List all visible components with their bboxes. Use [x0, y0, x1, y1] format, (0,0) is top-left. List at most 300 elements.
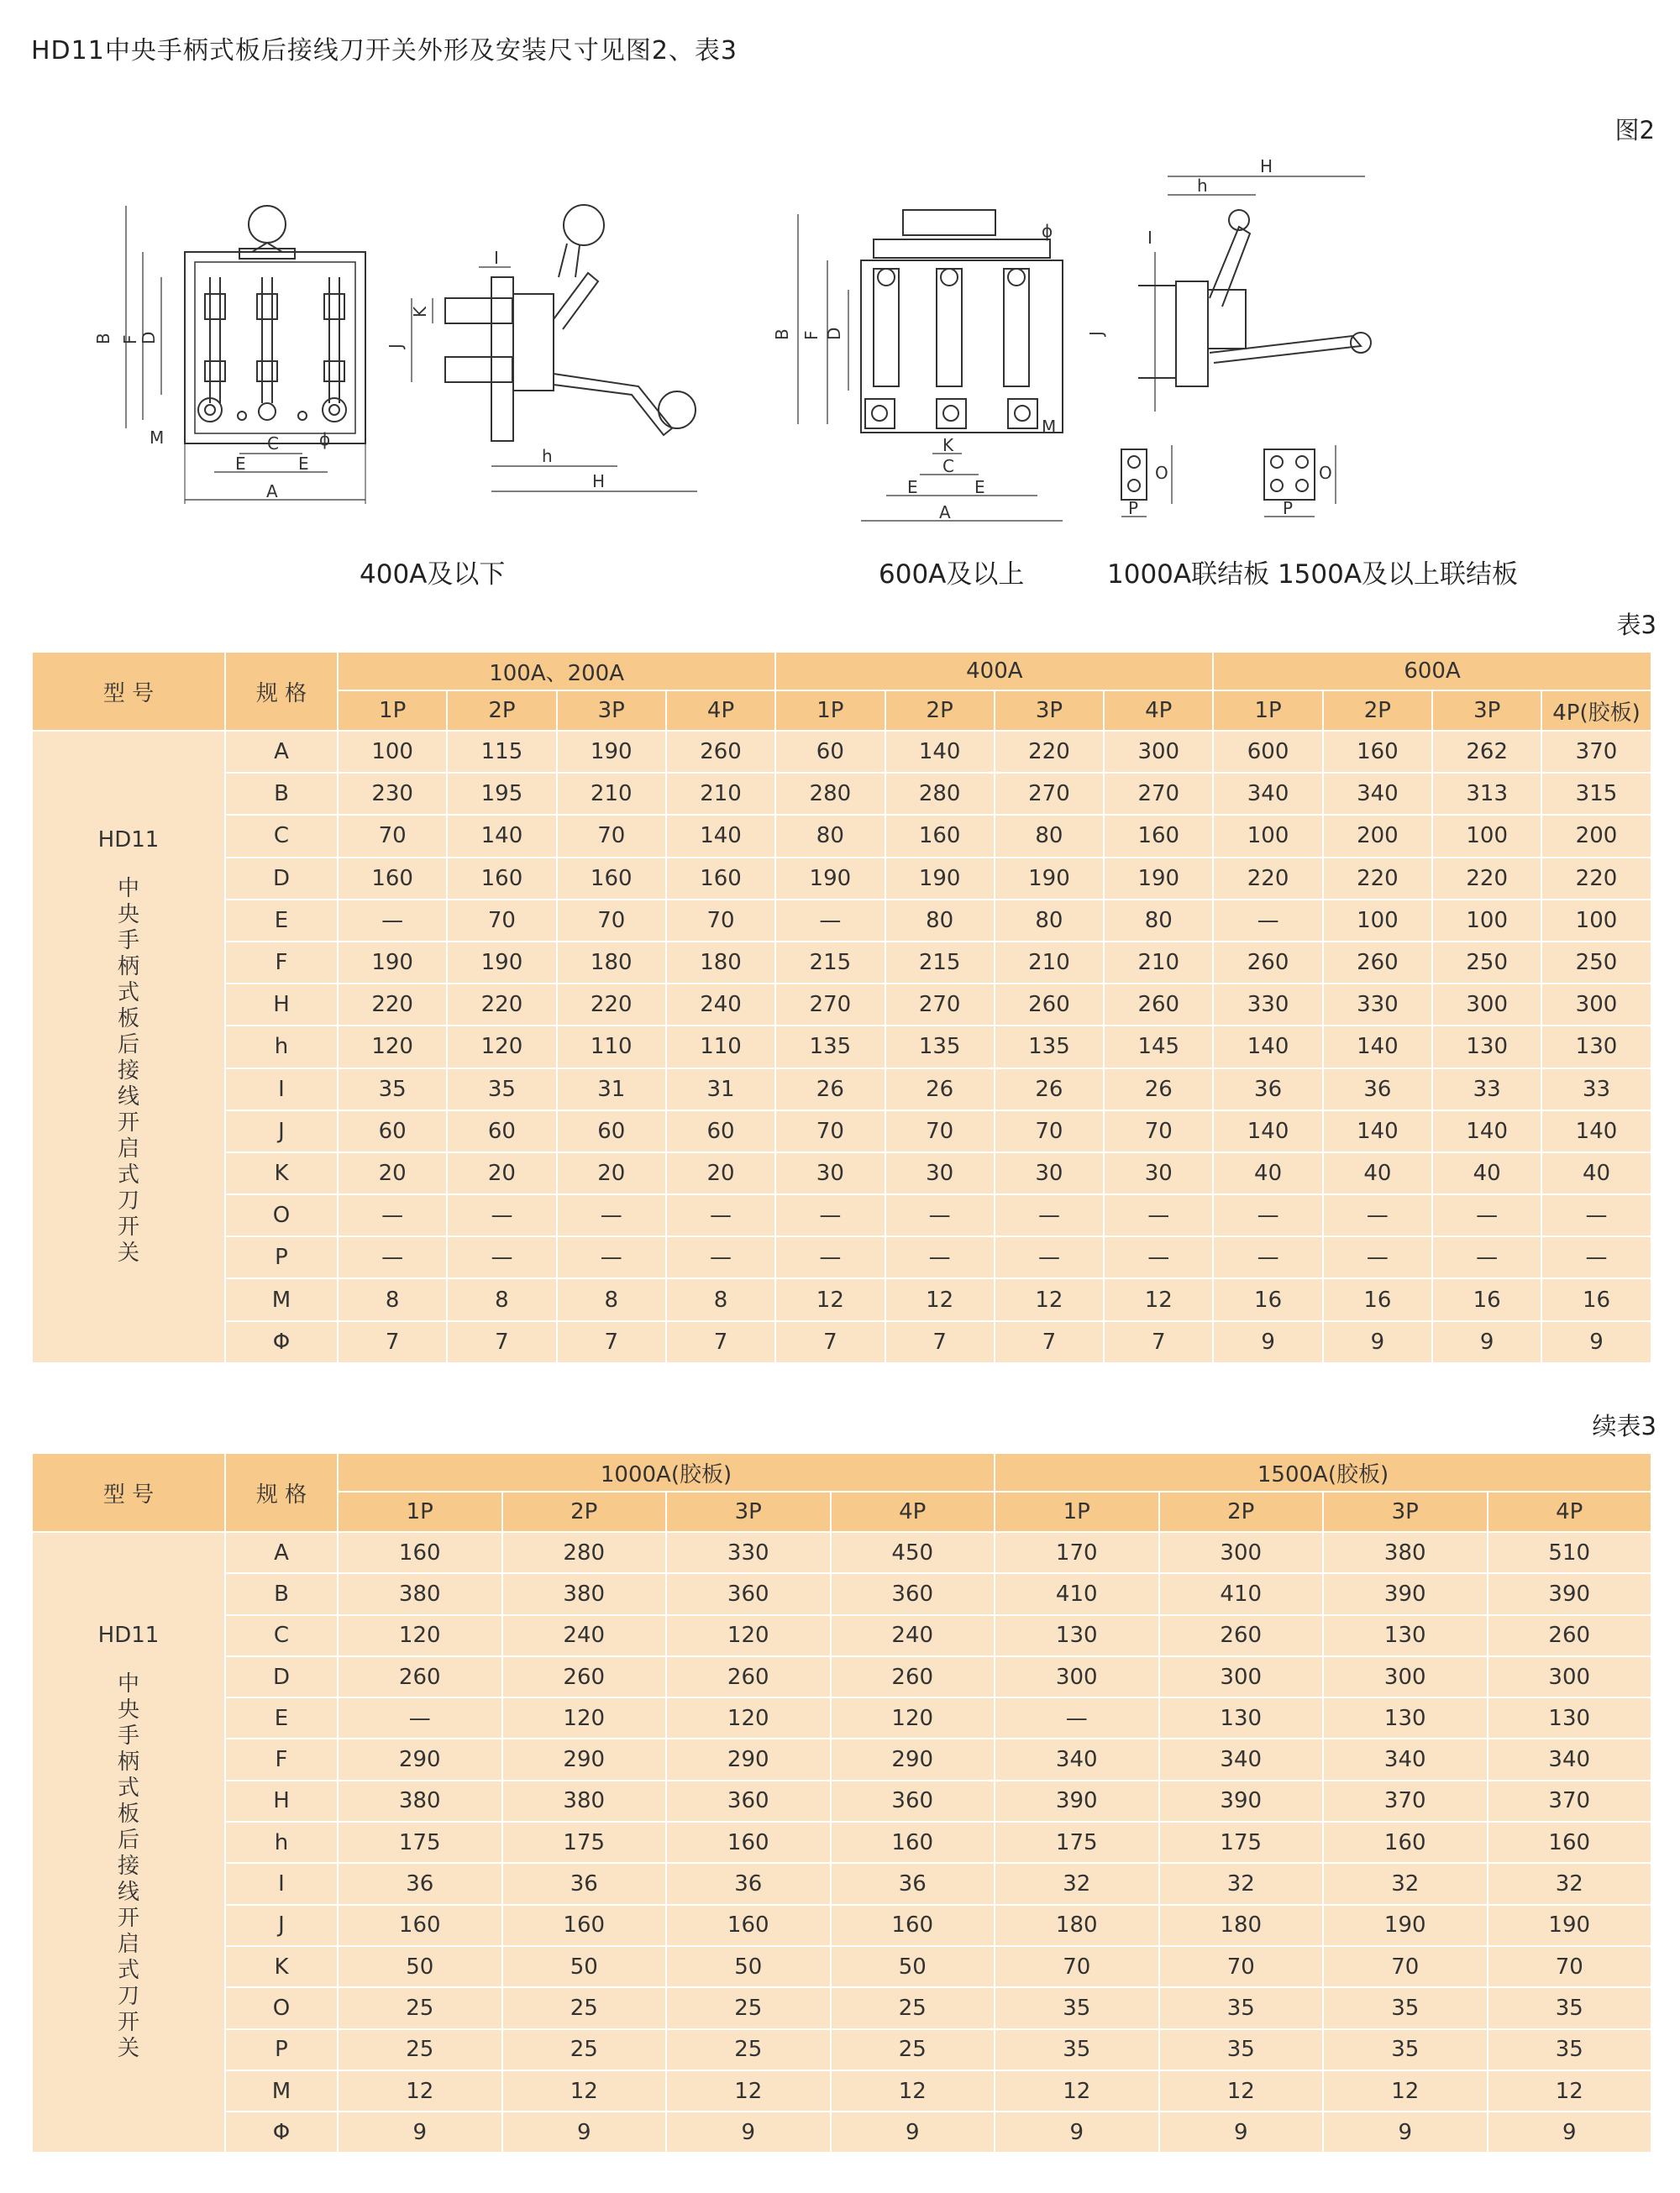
table-cell: 315: [1541, 773, 1651, 815]
table-cell: 300: [995, 1656, 1159, 1697]
table-cell: 140: [1323, 1026, 1432, 1068]
table-cell: 140: [666, 815, 775, 857]
table-cell: 9: [1488, 2112, 1652, 2153]
table-cell: 80: [1104, 900, 1213, 942]
table-cell: 35: [338, 1068, 447, 1110]
spec-label: P: [225, 1236, 338, 1278]
table-cell: 220: [1323, 858, 1432, 900]
table-cell: 60: [775, 731, 885, 773]
table-cell: —: [1213, 1194, 1322, 1236]
table-cell: 70: [557, 815, 666, 857]
pole-header: 1P: [995, 1492, 1159, 1532]
table-cell: 220: [1541, 858, 1651, 900]
table-cell: 210: [1104, 942, 1213, 984]
table-cell: 140: [447, 815, 556, 857]
spec-label: I: [225, 1863, 338, 1904]
table-cell: 260: [1104, 984, 1213, 1026]
table-cell: —: [557, 1236, 666, 1278]
table-cell: 100: [338, 731, 447, 773]
header-spec: 规 格: [225, 1453, 338, 1532]
table-row: [32, 942, 1651, 984]
table-cell: 110: [557, 1026, 666, 1068]
table-cell: 340: [1213, 773, 1322, 815]
table-cell: 190: [338, 942, 447, 984]
table-cell: 160: [447, 858, 556, 900]
table-cell: 7: [666, 1321, 775, 1363]
table-row: [32, 1573, 1651, 1614]
svg-text:M: M: [1042, 417, 1057, 437]
pole-header: 4P(胶板): [1541, 690, 1651, 731]
spec-label: D: [225, 1656, 338, 1697]
pole-header: 3P: [1323, 1492, 1488, 1532]
table-cell: —: [1213, 1236, 1322, 1278]
table-row: [32, 1987, 1651, 2028]
table-cell: 50: [502, 1946, 667, 1987]
table-cell: 9: [831, 2112, 995, 2153]
table-cell: 60: [666, 1110, 775, 1152]
table-cell: 12: [995, 1278, 1104, 1320]
table-cell: 175: [1159, 1822, 1324, 1863]
table-cell: 180: [557, 942, 666, 984]
table-cell: —: [338, 1194, 447, 1236]
table-cell: 35: [1159, 2029, 1324, 2070]
table-row: [32, 858, 1651, 900]
table-cell: 33: [1432, 1068, 1541, 1110]
table-cell: —: [995, 1697, 1159, 1739]
caption-400a: 400A及以下: [360, 559, 506, 590]
table-cell: 330: [666, 1532, 831, 1573]
table-row: [32, 1822, 1651, 1863]
svg-text:h: h: [542, 446, 553, 466]
table-cell: 70: [995, 1946, 1159, 1987]
table-cell: 16: [1213, 1278, 1322, 1320]
table-cell: 190: [1104, 858, 1213, 900]
table-cell: 36: [831, 1863, 995, 1904]
table-cell: 7: [885, 1321, 995, 1363]
table-cell: 340: [1323, 1739, 1488, 1780]
svg-text:O: O: [1319, 463, 1332, 483]
table-cell: 370: [1541, 731, 1651, 773]
spec-label: O: [225, 1194, 338, 1236]
table-cell: 40: [1213, 1152, 1322, 1194]
table-cell: 160: [666, 858, 775, 900]
table-cell: 160: [1488, 1822, 1652, 1863]
table-cell: 70: [557, 900, 666, 942]
table-cell: 12: [1488, 2070, 1652, 2112]
spec-label: H: [225, 984, 338, 1026]
table-cell: 50: [831, 1946, 995, 1987]
table-cell: 20: [557, 1152, 666, 1194]
table-cell: 9: [1159, 2112, 1324, 2153]
table-cell: —: [995, 1194, 1104, 1236]
table-cell: 35: [995, 2029, 1159, 2070]
table-cell: 450: [831, 1532, 995, 1573]
spec-label: F: [225, 942, 338, 984]
table-cell: 25: [831, 1987, 995, 2028]
table-cell: 25: [666, 1987, 831, 2028]
table-cell: 80: [775, 815, 885, 857]
table-cell: 195: [447, 773, 556, 815]
svg-text:O: O: [1155, 463, 1168, 483]
pole-header: 4P: [831, 1492, 995, 1532]
figure-2-drawings: [0, 151, 1680, 622]
table-cell: 300: [1432, 984, 1541, 1026]
table-cell: 80: [885, 900, 995, 942]
table-cell: 70: [1159, 1946, 1324, 1987]
svg-text:C: C: [942, 456, 954, 476]
table-cell: 220: [338, 984, 447, 1026]
table-cell: 160: [338, 1905, 502, 1946]
table-cell: 140: [1213, 1026, 1322, 1068]
table-cell: 70: [775, 1110, 885, 1152]
pole-header: 3P: [1432, 690, 1541, 731]
table-cell: 8: [666, 1278, 775, 1320]
table-cell: 380: [502, 1781, 667, 1822]
table-cell: 130: [1541, 1026, 1651, 1068]
table-cell: 120: [338, 1026, 447, 1068]
table-cell: 12: [831, 2070, 995, 2112]
table-cell: 9: [502, 2112, 667, 2153]
spec-label: C: [225, 815, 338, 857]
table-cell: 180: [995, 1905, 1159, 1946]
table-cell: 280: [502, 1532, 667, 1573]
table-row: [32, 815, 1651, 857]
table-cell: 260: [1159, 1615, 1324, 1656]
table-cell: 270: [775, 984, 885, 1026]
spec-label: J: [225, 1110, 338, 1152]
table-cell: 130: [1432, 1026, 1541, 1068]
table-row: [32, 1068, 1651, 1110]
table-row: [32, 1863, 1651, 1904]
table3-label: 表3: [1616, 611, 1656, 639]
table-cell: 9: [1323, 1321, 1432, 1363]
table-cell: 340: [1159, 1739, 1324, 1780]
table-cell: 190: [1488, 1905, 1652, 1946]
pole-header: 4P: [666, 690, 775, 731]
drawing-400a-side: [412, 205, 697, 491]
table-cell: 120: [831, 1697, 995, 1739]
svg-text:I: I: [1147, 228, 1152, 248]
table-cell: 220: [557, 984, 666, 1026]
svg-text:P: P: [1128, 498, 1139, 518]
svg-text:C: C: [267, 433, 279, 454]
table-cell: 30: [885, 1152, 995, 1194]
table-cell: 12: [666, 2070, 831, 2112]
pole-header: 3P: [557, 690, 666, 731]
table-cell: —: [1104, 1194, 1213, 1236]
spec-label: B: [225, 773, 338, 815]
table-cell: 180: [666, 942, 775, 984]
table-cell: 160: [557, 858, 666, 900]
spec-label: K: [225, 1946, 338, 1987]
table-cell: 135: [775, 1026, 885, 1068]
table-cell: 340: [1323, 773, 1432, 815]
table-cell: 390: [1323, 1573, 1488, 1614]
table-cell: 170: [995, 1532, 1159, 1573]
table-cell: 9: [1213, 1321, 1322, 1363]
table-row: [32, 1781, 1651, 1822]
table-cell: 330: [1323, 984, 1432, 1026]
table-cell: 12: [338, 2070, 502, 2112]
pole-header: 4P: [1488, 1492, 1652, 1532]
svg-text:F: F: [801, 330, 822, 340]
svg-text:B: B: [93, 333, 113, 344]
pole-header: 2P: [885, 690, 995, 731]
table-cell: 260: [1488, 1615, 1652, 1656]
table-cell: 380: [338, 1573, 502, 1614]
table-row: [32, 1152, 1651, 1194]
svg-text:E: E: [907, 477, 918, 497]
table-row: [32, 1946, 1651, 1987]
table-cell: 360: [831, 1781, 995, 1822]
table-cell: 35: [1159, 1987, 1324, 2028]
table-cell: 290: [502, 1739, 667, 1780]
group-header: 100A、200A: [338, 652, 775, 690]
table-cell: 160: [338, 1532, 502, 1573]
table-cell: 9: [666, 2112, 831, 2153]
table-cell: 40: [1432, 1152, 1541, 1194]
table-cell: 175: [338, 1822, 502, 1863]
table-cell: 36: [1323, 1068, 1432, 1110]
svg-text:K: K: [410, 306, 430, 317]
table-cell: 175: [995, 1822, 1159, 1863]
table-cell: 26: [995, 1068, 1104, 1110]
table-cell: —: [775, 1194, 885, 1236]
table-cell: 7: [338, 1321, 447, 1363]
table-cell: 12: [502, 2070, 667, 2112]
table-cell: 120: [338, 1615, 502, 1656]
spec-label: B: [225, 1573, 338, 1614]
table-cell: 290: [338, 1739, 502, 1780]
table-cell: —: [338, 1236, 447, 1278]
table-row: [32, 1321, 1651, 1363]
table-cell: 313: [1432, 773, 1541, 815]
svg-text:H: H: [592, 471, 606, 491]
table-cell: —: [338, 900, 447, 942]
table-cell: 100: [1541, 900, 1651, 942]
svg-text:E: E: [235, 454, 246, 474]
table-cell: 12: [1159, 2070, 1324, 2112]
table-cell: 380: [1323, 1532, 1488, 1573]
table-cell: 8: [338, 1278, 447, 1320]
table-cell: 380: [338, 1781, 502, 1822]
table-cell: 300: [1323, 1656, 1488, 1697]
spec-label: P: [225, 2029, 338, 2070]
caption-600a: 600A及以上: [879, 559, 1025, 590]
table-cell: 160: [831, 1905, 995, 1946]
table-row: [32, 731, 1651, 773]
table-cell: 25: [666, 2029, 831, 2070]
table-row: [32, 2112, 1651, 2153]
table-cell: 115: [447, 731, 556, 773]
table-cell: 160: [338, 858, 447, 900]
pole-header: 1P: [1213, 690, 1322, 731]
table-cell: 70: [885, 1110, 995, 1152]
table-row: [32, 1532, 1651, 1573]
table-cell: 140: [1541, 1110, 1651, 1152]
table-cell: 40: [1541, 1152, 1651, 1194]
table-cell: 60: [557, 1110, 666, 1152]
table-cell: 80: [995, 815, 1104, 857]
table-cell: 110: [666, 1026, 775, 1068]
table-cell: 16: [1541, 1278, 1651, 1320]
table-cell: 140: [1432, 1110, 1541, 1152]
table-cell: 250: [1541, 942, 1651, 984]
table-cell: 40: [1323, 1152, 1432, 1194]
table-cell: 32: [995, 1863, 1159, 1904]
model-description: 中央手柄式板后接线开启式刀开关: [117, 875, 139, 1266]
table-row: [32, 773, 1651, 815]
table-cell: 260: [1213, 942, 1322, 984]
spec-label: E: [225, 1697, 338, 1739]
pole-header: 2P: [1159, 1492, 1324, 1532]
table-cell: 70: [995, 1110, 1104, 1152]
table-cell: 390: [1159, 1781, 1324, 1822]
group-header: 400A: [775, 652, 1213, 690]
table-cell: 410: [1159, 1573, 1324, 1614]
table-cell: 7: [775, 1321, 885, 1363]
table-cell: 190: [447, 942, 556, 984]
table-row: [32, 1697, 1651, 1739]
table-cell: 7: [1104, 1321, 1213, 1363]
table-cell: 31: [557, 1068, 666, 1110]
spec-label: Φ: [225, 1321, 338, 1363]
table-cell: 340: [1488, 1739, 1652, 1780]
table-cell: 190: [885, 858, 995, 900]
page-title: HD11中央手柄式板后接线刀开关外形及安装尺寸见图2、表3: [31, 36, 738, 66]
pole-header: 2P: [502, 1492, 667, 1532]
svg-text:J: J: [1086, 331, 1106, 336]
caption-link-plates: 1000A联结板 1500A及以上联结板: [1107, 559, 1519, 590]
table-cell: 9: [338, 2112, 502, 2153]
table-cell: 340: [995, 1739, 1159, 1780]
table-cell: 215: [775, 942, 885, 984]
table-cell: 100: [1323, 900, 1432, 942]
table-cell: 7: [557, 1321, 666, 1363]
table-cell: 370: [1323, 1781, 1488, 1822]
svg-text:B: B: [772, 328, 792, 340]
table-cell: 300: [1159, 1532, 1324, 1573]
table-cell: 36: [1213, 1068, 1322, 1110]
table-cell: 35: [447, 1068, 556, 1110]
svg-text:P: P: [1283, 498, 1294, 518]
table-row: [32, 1656, 1651, 1697]
table-cell: 36: [502, 1863, 667, 1904]
table-cell: 25: [338, 2029, 502, 2070]
table-cell: 270: [995, 773, 1104, 815]
table-cell: 270: [885, 984, 995, 1026]
spec-label: C: [225, 1615, 338, 1656]
pole-header: 1P: [338, 1492, 502, 1532]
table-cell: 36: [338, 1863, 502, 1904]
dim-a-label: A: [266, 481, 278, 501]
table3-cont-label: 续表3: [1592, 1412, 1656, 1440]
table-cell: 270: [1104, 773, 1213, 815]
table-cell: 360: [831, 1573, 995, 1614]
table-cell: 32: [1488, 1863, 1652, 1904]
table-cell: 35: [995, 1987, 1159, 2028]
table-cell: 260: [831, 1656, 995, 1697]
table-cell: 120: [502, 1697, 667, 1739]
header-spec: 规 格: [225, 652, 338, 731]
table-cell: 190: [1323, 1905, 1488, 1946]
table-cell: 35: [1488, 1987, 1652, 2028]
table-cell: 20: [338, 1152, 447, 1194]
model-name: HD11: [97, 1623, 160, 1649]
table-cell: 175: [502, 1822, 667, 1863]
model-cell: [32, 1532, 225, 2153]
model-cell: [32, 731, 225, 1363]
group-header: 600A: [1213, 652, 1651, 690]
table-cell: —: [775, 1236, 885, 1278]
table-cell: 100: [1213, 815, 1322, 857]
table-cell: 20: [666, 1152, 775, 1194]
table-cell: 300: [1541, 984, 1651, 1026]
table-cell: 70: [338, 815, 447, 857]
table-row: [32, 984, 1651, 1026]
table-cell: 260: [1323, 942, 1432, 984]
table-cell: 410: [995, 1573, 1159, 1614]
drawing-link-plates: [1121, 445, 1336, 517]
table-cell: —: [1323, 1194, 1432, 1236]
table-cell: 300: [1159, 1656, 1324, 1697]
svg-text:M: M: [150, 428, 165, 448]
table-cell: 12: [995, 2070, 1159, 2112]
drawing-600a-side: [1138, 176, 1371, 412]
table-row: [32, 1615, 1651, 1656]
table-row: [32, 1194, 1651, 1236]
table-row: [32, 1739, 1651, 1780]
table-cell: —: [338, 1697, 502, 1739]
table-cell: —: [447, 1194, 556, 1236]
spec-label: A: [225, 731, 338, 773]
model-name: HD11: [97, 826, 160, 853]
table-cell: 260: [502, 1656, 667, 1697]
table-cell: 100: [1432, 900, 1541, 942]
table-cell: 30: [775, 1152, 885, 1194]
table-cell: 160: [666, 1822, 831, 1863]
pole-header: 2P: [1323, 690, 1432, 731]
table-cell: 26: [775, 1068, 885, 1110]
table-cell: 220: [1213, 858, 1322, 900]
table-cell: 120: [666, 1697, 831, 1739]
table-cell: 200: [1541, 815, 1651, 857]
table-cell: 60: [338, 1110, 447, 1152]
spec-label: M: [225, 2070, 338, 2112]
svg-text:E: E: [974, 477, 985, 497]
group-header: 1500A(胶板): [995, 1453, 1651, 1492]
table-cell: 100: [1432, 815, 1541, 857]
table-cell: 180: [1159, 1905, 1324, 1946]
table-cell: 190: [995, 858, 1104, 900]
table-cell: 160: [885, 815, 995, 857]
table-cell: 35: [1488, 2029, 1652, 2070]
table-cell: 390: [1488, 1573, 1652, 1614]
table-cell: 12: [1104, 1278, 1213, 1320]
table-cell: 145: [1104, 1026, 1213, 1068]
spec-label: F: [225, 1739, 338, 1780]
table-cell: —: [1432, 1236, 1541, 1278]
table-cell: 120: [447, 1026, 556, 1068]
table-cell: 220: [995, 731, 1104, 773]
svg-text:E: E: [298, 454, 309, 474]
table-cell: 30: [1104, 1152, 1213, 1194]
table-cell: 33: [1541, 1068, 1651, 1110]
table-cell: 16: [1323, 1278, 1432, 1320]
table-cell: 290: [666, 1739, 831, 1780]
table-cell: 25: [338, 1987, 502, 2028]
spec-label: H: [225, 1781, 338, 1822]
